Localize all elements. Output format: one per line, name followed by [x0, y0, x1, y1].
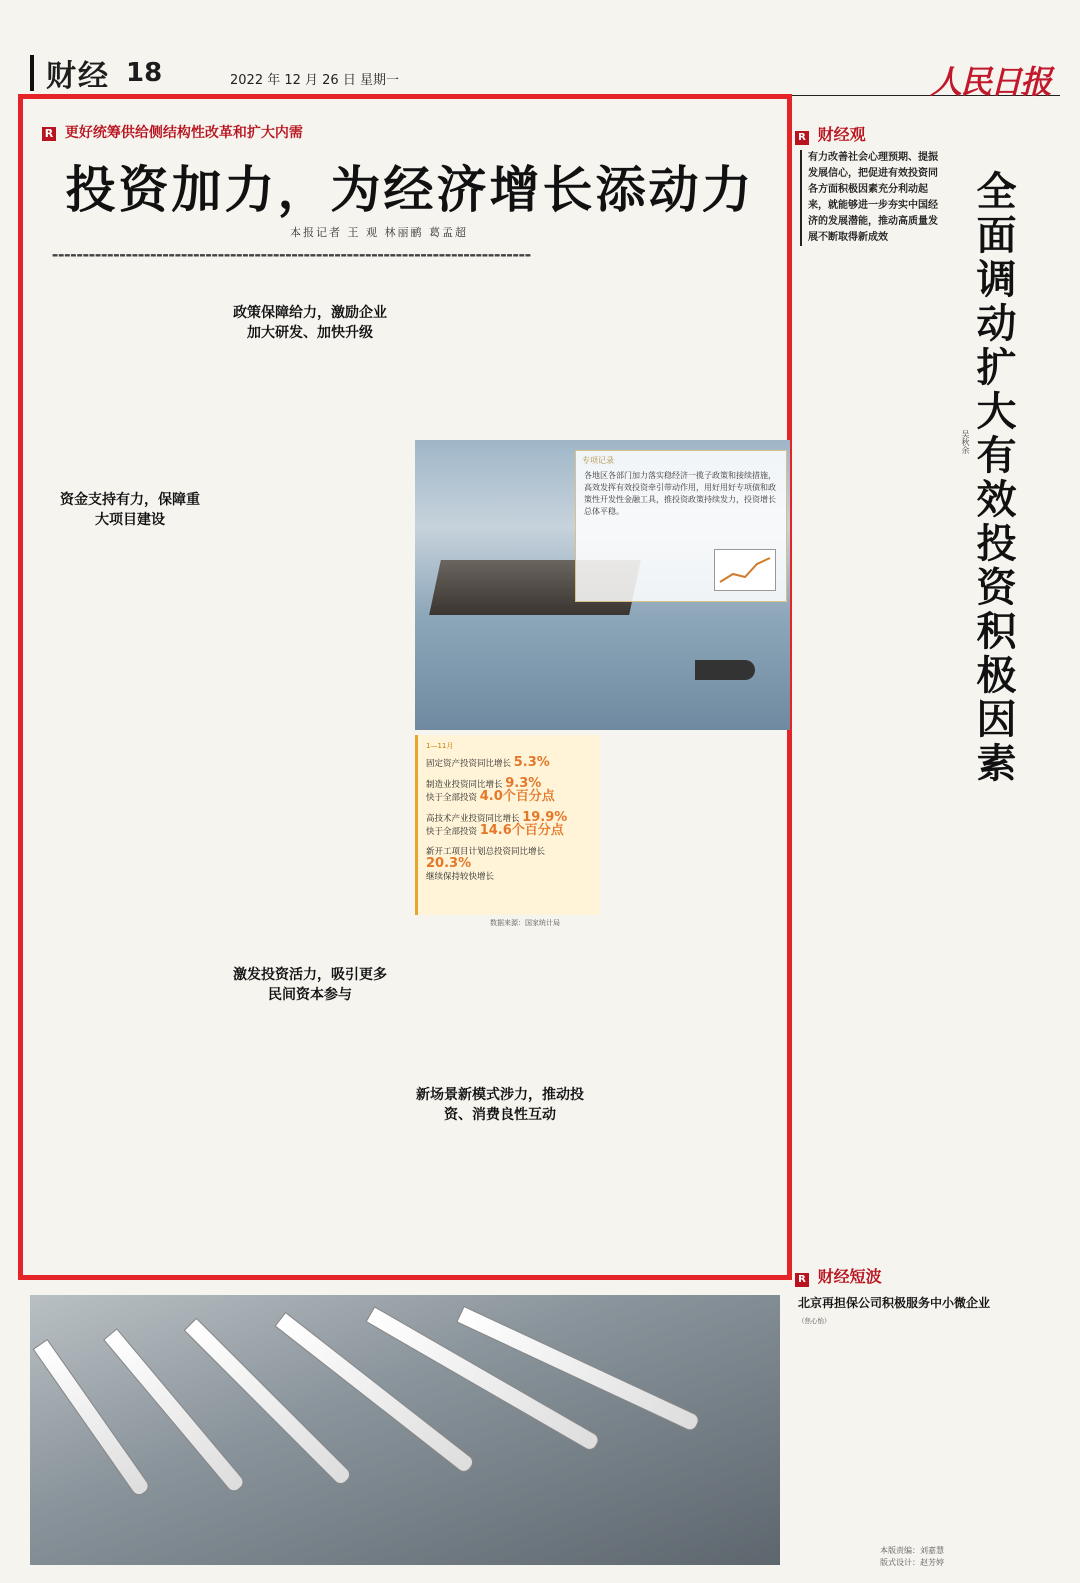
stat-value: 9.3%: [505, 776, 542, 791]
subhead-1: 资金支持有力，保障重大项目建设: [55, 490, 205, 530]
stat-value-2: 4.0个百分点: [479, 789, 555, 804]
line-chart-icon: [714, 549, 776, 591]
sidebar-author: 吴秋余: [961, 430, 970, 454]
kicker: [42, 122, 303, 142]
train-depot-photo: [30, 1295, 780, 1565]
footer-designer: 版式设计：赵芳婷: [880, 1558, 944, 1567]
info-card-head: 专项记录: [582, 456, 614, 465]
headline: 投资加力，为经济增长添动力: [65, 161, 755, 219]
stat-value: 20.3%: [426, 856, 472, 871]
kicker-text: 更好统筹供给侧结构性改革和扩大内需: [64, 125, 303, 141]
stat-row: [426, 846, 592, 883]
section-name: 财经: [46, 59, 110, 94]
stat-row: [426, 778, 592, 804]
brief-column-head: [795, 1264, 882, 1287]
brief-title: 北京再担保公司积极服务中小微企业: [798, 1296, 991, 1310]
section-box: [30, 55, 174, 94]
sidebar-lead: 有力改善社会心理预期、提振发展信心，把促进有效投资同各方面积极因素充分利动起来，就能够进一步夯实中国经济的发展潜能，推动高质量发展不断取得新成效: [800, 150, 943, 246]
page-number: 18: [126, 58, 163, 88]
newspaper-logo: 人民日报: [929, 63, 1050, 101]
stat-value: 19.9%: [522, 810, 568, 825]
subhead-2: 政策保障给力，激励企业加大研发、加快升级: [230, 303, 390, 343]
subhead-3: 激发投资活力，吸引更多民间资本参与: [230, 965, 390, 1005]
stat-row: [426, 812, 592, 838]
sidebar-title: 全面调动扩大有效投资积极因素: [970, 170, 1017, 786]
subhead-4: 新场景新模式涉力，推动投资、消费良性互动: [410, 1085, 590, 1125]
stat-label: 固定资产投资同比增长: [426, 759, 512, 769]
byline: 本报记者 王 观 林丽鹂 葛孟超: [290, 226, 468, 239]
stat-value-2: 14.6个百分点: [479, 823, 564, 838]
column-tag-icon: R: [795, 131, 809, 145]
column-tag-icon: R: [42, 127, 56, 141]
stat-label: 高技术产业投资同比增长: [426, 814, 520, 824]
stat-label-2: 快于全部投资: [426, 793, 478, 803]
footer-editor: 本版责编：刘嘉慧: [880, 1546, 944, 1555]
brief-author: （焦心怡）: [798, 1317, 831, 1325]
train-shape: [456, 1306, 701, 1433]
stat-row: [426, 757, 592, 770]
stat-label: 新开工项目计划总投资同比增长: [426, 847, 546, 857]
stat-label-2: 快于全部投资: [426, 827, 478, 837]
port-photo: [415, 440, 790, 730]
stat-label: 制造业投资同比增长: [426, 780, 503, 790]
tugboat-shape: [695, 660, 755, 680]
sidebar-column-name: 财经观: [817, 125, 866, 144]
body-column-1: ▬▬▬▬▬▬▬▬▬▬▬▬▬▬▬▬▬▬▬▬▬▬▬▬▬▬▬▬▬▬▬▬▬▬▬▬▬▬▬▬▬▬▬▬▬▬▬▬▬▬▬▬▬▬▬▬▬▬▬▬▬▬▬▬▬▬▬▬▬▬▬▬▬▬▬▬▬▬: [52, 251, 532, 259]
column-tag-icon: R: [795, 1273, 809, 1287]
info-card: [575, 450, 787, 602]
masthead: [30, 55, 1060, 101]
dateline: 2022 年 12 月 26 日 星期一: [230, 73, 399, 88]
sidebar-column-head: [795, 122, 866, 145]
stats-box: [415, 735, 600, 915]
page-footer: [880, 1545, 944, 1569]
stat-value: 5.3%: [513, 755, 550, 770]
stats-title: 1—11月: [426, 742, 454, 750]
brief-body: [798, 1316, 1038, 1327]
stats-source: 数据来源：国家统计局: [490, 919, 560, 927]
stat-label-2: 继续保持较快增长: [426, 872, 495, 882]
brief-column-name: 财经短波: [817, 1267, 882, 1286]
info-card-text: 各地区各部门加力落实稳经济一揽子政策和接续措施，高效发挥有效投资牵引带动作用，用好用好专项债和政策性开发性金融工具，推投资政策持续发力，投资增长总体平稳。: [584, 471, 776, 516]
